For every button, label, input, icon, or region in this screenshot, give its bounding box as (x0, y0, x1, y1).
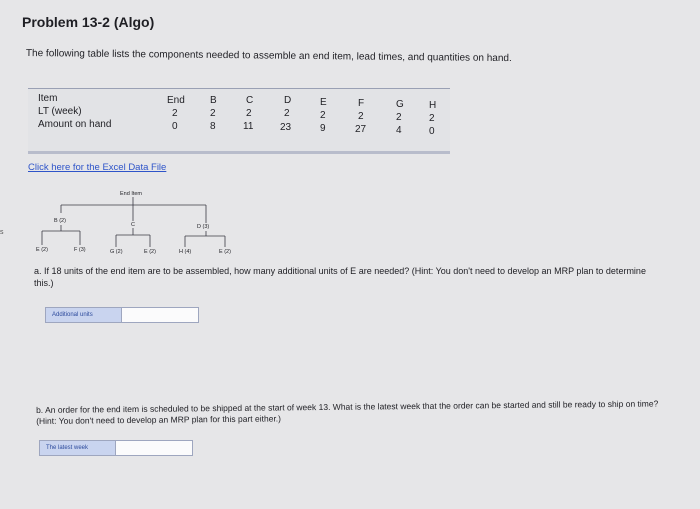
components-table (28, 88, 450, 154)
col-header-e: E (320, 97, 327, 108)
lt-e: 2 (320, 110, 326, 121)
tree-node-end-item: End Item (120, 191, 143, 197)
question-a: a. If 18 units of the end item are to be assembled, how many additional units of E are needed? (Hint: You don't need to develop an MRP plan to determine this.) (34, 266, 646, 288)
tree-node-e-under-c: E (2) (144, 249, 156, 255)
col-header-end: End (167, 95, 185, 106)
problem-title: Problem 13-2 (Algo) (22, 14, 155, 30)
col-header-g: G (396, 99, 404, 110)
lt-g: 2 (396, 112, 402, 123)
tree-node-g: G (2) (110, 249, 123, 255)
answer-b-label: The latest week (40, 441, 116, 455)
question-b: b. An order for the end item is scheduled to be shipped at the start of week 13. What is the latest week that the order can be started and still be ready to ship on time? (Hint: You don't need to develop an MRP plan for this part either.) (36, 398, 659, 426)
lt-c: 2 (246, 108, 252, 119)
tree-node-h: H (4) (179, 249, 192, 255)
on-hand-end: 0 (172, 121, 178, 132)
lt-b: 2 (210, 108, 216, 119)
product-structure-tree (30, 183, 260, 263)
answer-a-field (45, 307, 199, 323)
row-label-item: Item (38, 93, 58, 104)
on-hand-b: 8 (210, 121, 216, 132)
intro-text: The following table lists the components needed to assemble an end item, lead times, and quantities on hand. (25, 48, 512, 65)
lt-d: 2 (284, 108, 290, 119)
latest-week-input[interactable] (116, 441, 192, 455)
lt-f: 2 (358, 111, 364, 122)
row-label-lead-time: LT (week) (38, 106, 82, 117)
row-label-amount-on-hand: Amount on hand (38, 119, 112, 130)
excel-data-file-link[interactable]: Click here for the Excel Data File (28, 162, 167, 173)
tree-node-f: F (3) (74, 247, 86, 253)
answer-a-label: Additional units (46, 308, 122, 322)
lt-h: 2 (429, 113, 435, 124)
tree-node-e-under-d: E (2) (219, 249, 231, 255)
lt-end: 2 (172, 108, 178, 119)
on-hand-g: 4 (396, 125, 402, 136)
edge-text-fragment: s (0, 229, 4, 236)
additional-units-input[interactable] (122, 308, 198, 322)
col-header-f: F (358, 98, 365, 109)
tree-node-e-under-b: E (2) (36, 247, 48, 253)
col-header-b: B (210, 95, 217, 106)
on-hand-e: 9 (320, 123, 326, 134)
tree-node-b: B (2) (54, 218, 66, 224)
on-hand-h: 0 (429, 126, 435, 137)
col-header-c: C (246, 95, 254, 106)
col-header-h: H (429, 100, 437, 111)
tree-node-d: D (3) (197, 224, 210, 230)
tree-node-c: C (131, 222, 135, 228)
on-hand-c: 11 (243, 121, 254, 132)
col-header-d: D (284, 95, 292, 106)
on-hand-d: 23 (280, 122, 292, 133)
answer-b-field (39, 440, 193, 456)
on-hand-f: 27 (355, 124, 367, 135)
